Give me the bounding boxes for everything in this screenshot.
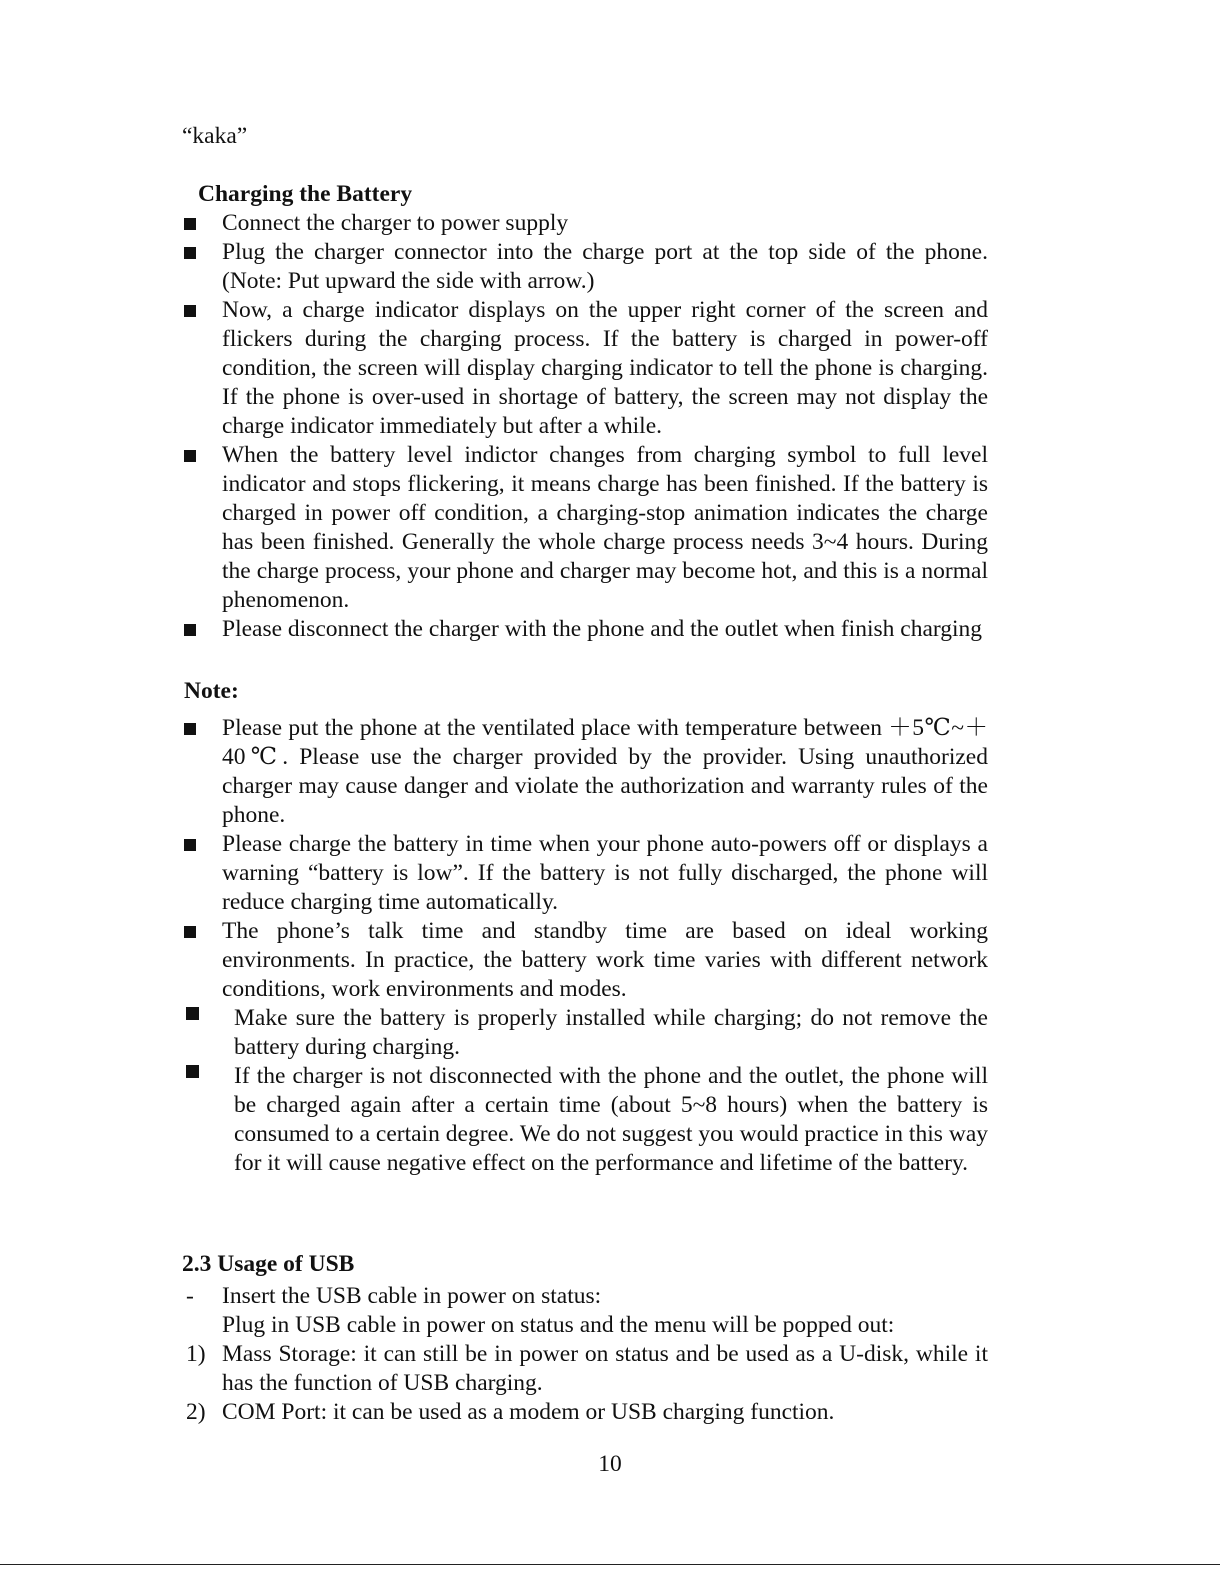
note-list [0,714,988,1178]
usb-row [0,1340,1220,1398]
usb-row-text: COM Port: it can be used as a modem or USB charging function. [222,1399,835,1425]
square-bullet-icon [184,305,196,317]
page-number: 10 [598,1451,622,1477]
usb-row [0,1282,1220,1311]
usb-row-text: Insert the USB cable in power on status: [222,1283,602,1309]
list-item-text: Please disconnect the charger with the phone and the outlet when finish charging [222,616,983,642]
list-item-text: Make sure the battery is properly installed while charging; do not remove the battery during charging. [234,1005,988,1060]
square-bullet-icon [184,926,196,938]
usb-row-text: Plug in USB cable in power on status and the menu will be popped out: [222,1312,895,1338]
list-item [222,917,988,1004]
list-item [222,209,988,238]
list-item-text: When the battery level indictor changes from charging symbol to full level indicator and stops flickering, it means charge has been finished. If the battery is charged in power off condition, a charging-stop animation indicates the charge has been finished. Generally the whole charge process needs 3~4 hours. During the charge process, your phone and charger may become hot, and this is a normal phenomenon. [222,442,988,613]
usb-row [0,1398,1220,1427]
usb-heading: 2.3 Usage of USB [182,1251,355,1277]
list-item [222,830,988,917]
list-item [222,714,988,830]
bottom-rule [0,1564,1220,1565]
list-item-text: Please put the phone at the ventilated place with temperature between ＋5℃~＋40℃. Please use the charger provided by the provider. Using unauthorized charger may cause danger and violate the authorization and warranty rules of the phone. [222,715,988,828]
list-item [234,1004,988,1062]
list-item [222,296,988,441]
square-bullet-icon [184,247,196,259]
list-item-text: Now, a charge indicator displays on the upper right corner of the screen and flickers during the charging process. If the battery is charged in power-off condition, the screen will display charging indicator to tell the phone is charging. If the phone is over-used in shortage of battery, the screen may not display the charge indicator immediately but after a while. [222,297,988,439]
charging-list [0,209,988,644]
list-item-text: The phone’s talk time and standby time are based on ideal working environments. In practice, the battery work time varies with different network conditions, work environments and modes. [222,918,988,1002]
square-bullet-icon [186,1007,199,1020]
list-item [222,615,988,644]
number-marker: 1) [186,1341,206,1367]
dash-marker: - [186,1283,194,1309]
usb-row-text: Mass Storage: it can still be in power on status and be used as a U-disk, while it has the function of USB charging. [222,1341,988,1396]
list-item [222,238,988,296]
note-heading: Note: [184,678,239,704]
usb-row [0,1311,1220,1340]
square-bullet-icon [184,218,196,230]
list-item-text: Connect the charger to power supply [222,210,569,236]
square-bullet-icon [184,624,196,636]
square-bullet-icon [184,450,196,462]
list-item [222,441,988,615]
number-marker: 2) [186,1399,206,1425]
list-item-text: If the charger is not disconnected with the phone and the outlet, the phone will be charged again after a certain time (about 5~8 hours) when the battery is consumed to a certain degree. We do not suggest you would practice in this way for it will cause negative effect on the performance and lifetime of the battery. [234,1063,988,1176]
square-bullet-icon [186,1065,199,1078]
usb-instructions [0,1282,1220,1427]
quoted-term: “kaka” [182,123,248,149]
list-item-text: Please charge the battery in time when your phone auto-powers off or displays a warning “battery is low”. If the battery is not fully discharged, the phone will reduce charging time automatically. [222,831,988,915]
list-item [234,1062,988,1178]
square-bullet-icon [184,723,196,735]
list-item-text: Plug the charger connector into the charge port at the top side of the phone. (Note: Put upward the side with arrow.) [222,239,988,294]
charging-heading: Charging the Battery [198,181,413,207]
square-bullet-icon [184,839,196,851]
